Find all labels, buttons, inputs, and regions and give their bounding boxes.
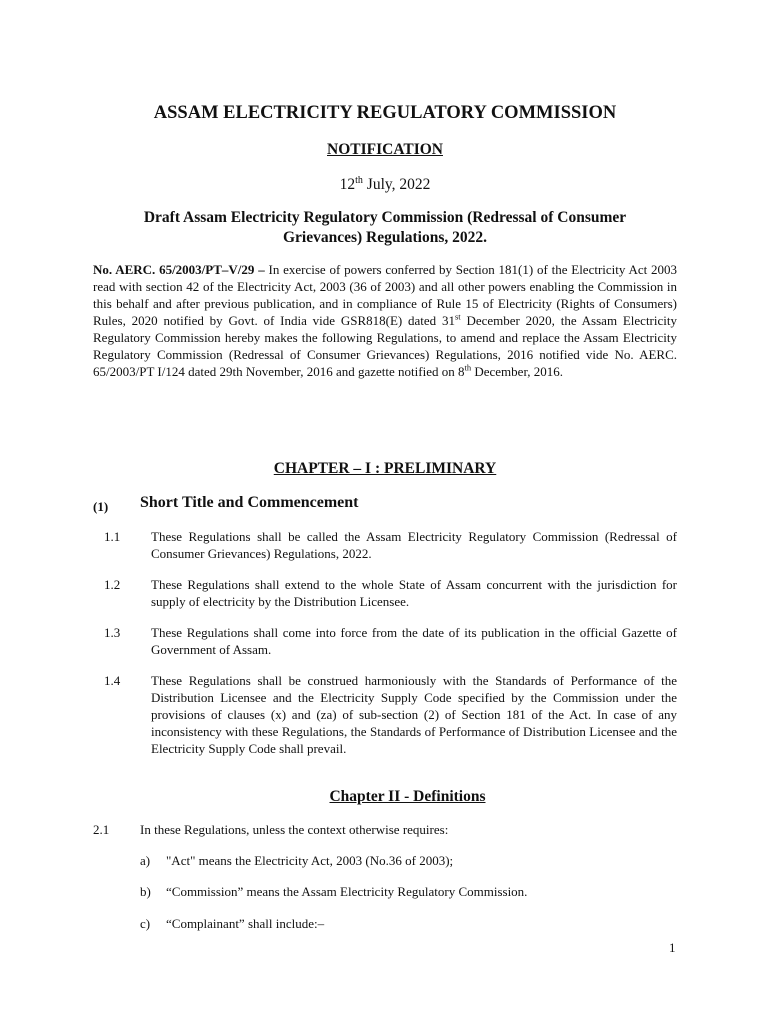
clause-1-4 (104, 672, 677, 757)
definition-item-c (140, 916, 324, 932)
definition-label: c) (140, 916, 151, 931)
date-month-year: July, 2022 (362, 176, 431, 194)
clause-text: These Regulations shall come into force from the date of its publication in the official Gazette of Government of Assam. (151, 625, 677, 657)
definition-label: a) (140, 853, 151, 868)
clause-1-1 (104, 528, 677, 562)
definition-intro: In these Regulations, unless the context otherwise requires: (140, 822, 449, 837)
clause-number: 1.2 (104, 577, 121, 592)
clause-1-3 (104, 624, 677, 658)
intro-paragraph (93, 261, 677, 380)
intro-text-2: December 2020, the Assam Electricity Regulatory Commission hereby makes the following Regulations, to amend and replace the Assam Electricity Regulatory Commission (Redressal of Consumer Grievances) Regulations, 2016 notified vide No. AERC. 65/2003/PT I/124 dated 29th November, 2016 and gazette notified on 8 (93, 313, 677, 379)
definition-number: 2.1 (93, 822, 110, 837)
definition-text: “Commission” means the Assam Electricity Regulatory Commission. (166, 884, 528, 899)
notification-heading: NOTIFICATION (327, 141, 443, 158)
intro-sup-1: st (454, 311, 461, 322)
draft-title: Draft Assam Electricity Regulatory Commission (Redressal of Consumer Grievances) Regulations, 2022. (143, 209, 627, 246)
clause-number: 1.3 (104, 625, 121, 640)
intro-text-3: December, 2016. (471, 364, 563, 379)
date-day: 12 (339, 176, 356, 194)
date-suffix: th (355, 175, 363, 186)
clause-text: These Regulations shall be called the Assam Electricity Regulatory Commission (Redressal of Consumer Grievances) Regulations, 2022. (151, 529, 677, 561)
section-number: (1) (93, 499, 109, 514)
definition-item-b (140, 884, 527, 900)
reference-number: No. AERC. 65/2003/PT–V/29 – (93, 262, 265, 277)
clause-text: These Regulations shall be construed harmoniously with the Standards of Performance of the Distribution Licensee and the Electricity Supply Code specified by the Commission under the provisions of clauses (x) and (za) of sub-section (2) of Section 181 of the Act. In case of any inconsistency with these Regulations, the Standards of Performance of Distribution Licensee and the Electricity Supply Code shall prevail. (151, 673, 677, 756)
section-title: Short Title and Commencement (140, 494, 359, 511)
page-number: 1 (669, 940, 676, 955)
chapter-2-title: Chapter II - Definitions (329, 788, 486, 805)
clause-1-2 (104, 576, 677, 610)
definition-label: b) (140, 884, 151, 899)
notification-date (0, 175, 770, 194)
clause-text: These Regulations shall extend to the whole State of Assam concurrent with the jurisdiction for supply of electricity by the Distribution Licensee. (151, 577, 677, 609)
definition-item-a (140, 853, 453, 869)
intro-text-1: In exercise of powers conferred by Section 181(1) of the Electricity Act 2003 read with section 42 of the Electricity Act, 2003 (36 of 2003) and all other powers enabling the Commission in this behalf and after previous publication, and in compliance of Rule 15 of Electricity (Rights of Consumers) Rules, 2020 notified by Govt. of India vide GSR818(E) dated 31 (93, 262, 678, 328)
definition-text: “Complainant” shall include:– (166, 916, 325, 931)
commission-title: ASSAM ELECTRICITY REGULATORY COMMISSION (153, 103, 617, 123)
intro-sup-2: th (464, 362, 472, 373)
chapter-1-title: CHAPTER – I : PRELIMINARY (273, 460, 497, 477)
clause-number: 1.4 (104, 673, 121, 688)
definition-text: "Act" means the Electricity Act, 2003 (No.36 of 2003); (166, 853, 454, 868)
clause-number: 1.1 (104, 529, 121, 544)
